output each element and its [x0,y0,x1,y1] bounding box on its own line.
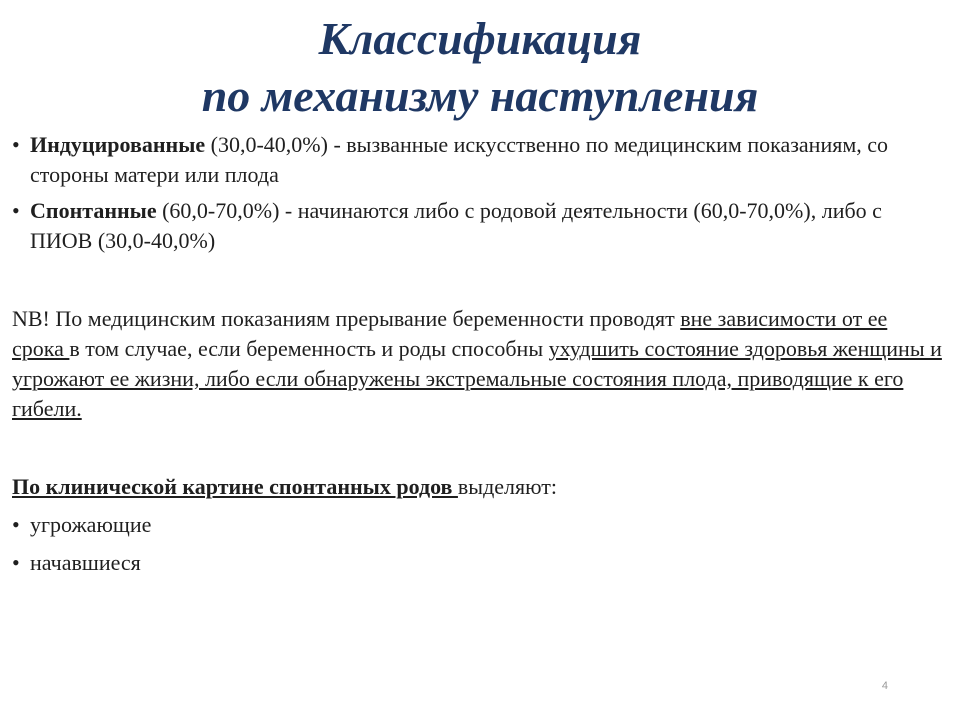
title-line-1: Классификация [318,13,642,64]
bullet-dot: • [12,198,20,223]
clinical-heading-text: По клинической картине спонтанных родов [12,474,458,499]
slide-content [12,130,942,578]
nb-underlined-2: ухудшить состояние здоровья женщины и угрожают ее жизни, либо если обнаружены экстремальные состояния плода, приводящие к его гибели. [12,336,942,421]
nb-middle: в том случае, если беременность и роды способны [69,336,549,361]
list-item-started [12,548,942,578]
nb-underlined-1: вне зависимости от ее срока [12,306,888,361]
list-item-text: угрожающие [30,512,152,537]
list-item-text: начавшиеся [30,550,141,575]
nb-paragraph [12,304,942,424]
slide-title [0,10,960,124]
bullet-text: (60,0-70,0%) - начинаются либо с родовой деятельности (60,0-70,0%), либо с ПИОВ (30,0-40,0%) [30,198,882,253]
title-line-2: по механизму наступления [201,70,759,121]
bullet-dot: • [12,132,20,157]
nb-prefix: NB! По медицинским показаниям прерывание беременности проводят [12,306,681,331]
bullet-term: Индуцированные [30,132,206,157]
clinical-heading-rest: выделяют: [457,474,558,499]
page-number: 4 [881,680,888,692]
bullet-spontaneous [12,196,942,256]
bullet-induced [12,130,942,190]
bullet-term: Спонтанные [30,198,157,223]
clinical-heading [12,472,942,502]
bullet-text: (30,0-40,0%) - вызванные искусственно по медицинским показаниям, со стороны матери или плода [30,132,889,187]
bullet-dot: • [12,550,20,575]
list-item-threatening [12,510,942,540]
bullet-dot: • [12,512,20,537]
